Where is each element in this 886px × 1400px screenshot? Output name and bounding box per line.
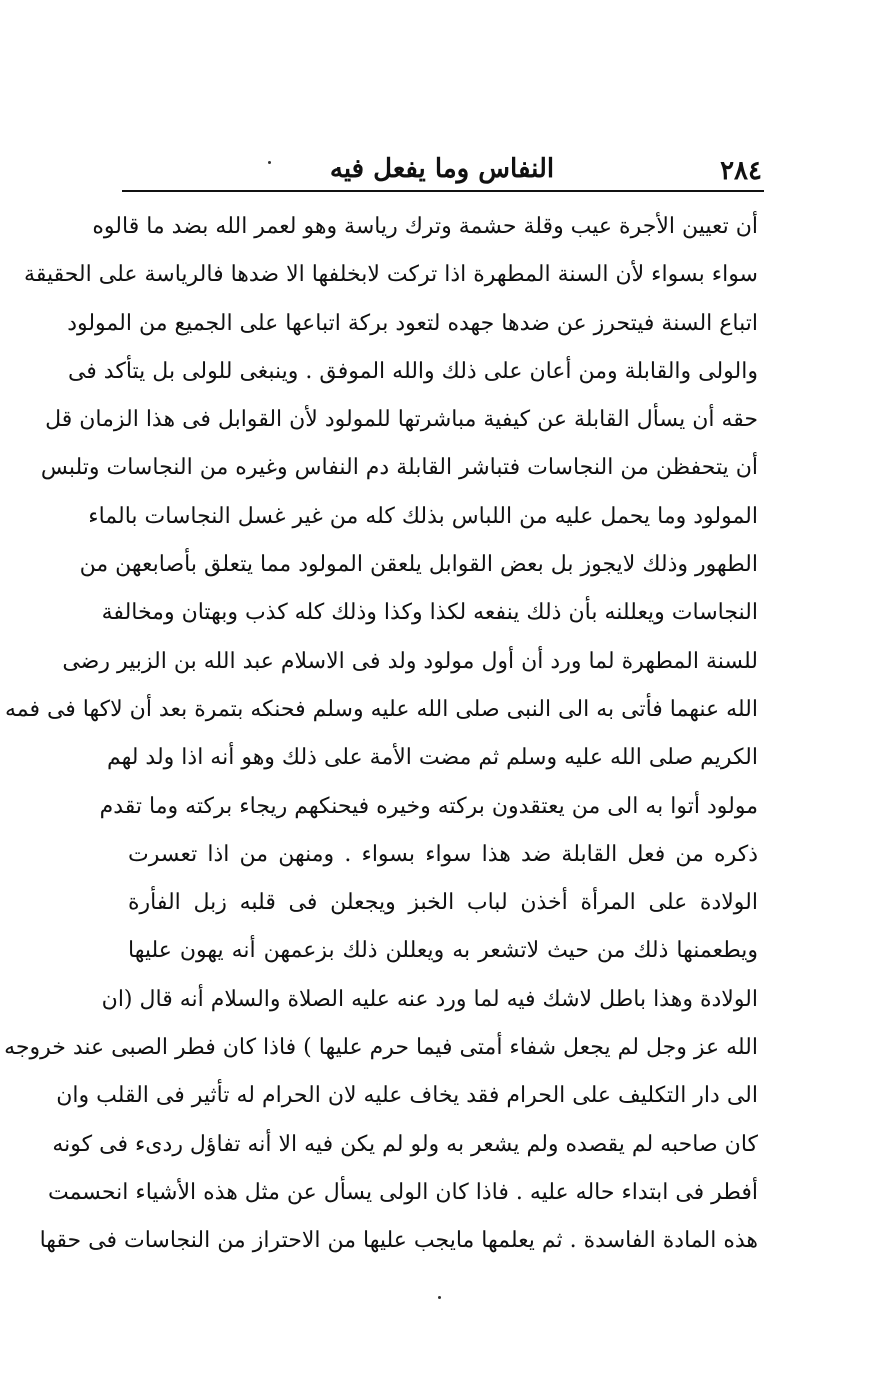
text-line-6: أن يتحفظن من النجاسات فتباشر القابلة دم النفاس وغيره من النجاسات وتلبس xyxy=(40,455,758,481)
text-line-1: أن تعيين الأجرة عيب وقلة حشمة وترك رياسة وهو لعمر الله بضد ما قالوه xyxy=(92,214,758,239)
text-line-17: الولادة وهذا باطل لاشك فيه لما ورد عنه عليه الصلاة والسلام أنه قال (ان xyxy=(101,986,758,1012)
body-text xyxy=(4,203,758,1266)
text-line-11: الله عنهما فأتى به الى النبى صلى الله عليه وسلم فحنكه بتمرة بعد أن لاكها فى فمه xyxy=(4,696,758,722)
text-line-9: النجاسات ويعللنه بأن ذلك ينفعه لكذا وكذا وذلك كله كذب وبهتان ومخالفة xyxy=(101,600,758,626)
page-number: ٢٨٤ xyxy=(720,156,762,186)
text-line-4: والولى والقابلة ومن أعان على ذلك والله الموفق . وينبغى للولى بل يتأكد فى xyxy=(67,358,758,384)
print-speck xyxy=(438,1296,441,1299)
text-line-22: هذه المادة الفاسدة . ثم يعلمها مايجب عليها من الاحتراز من النجاسات فى حقها xyxy=(39,1228,758,1254)
text-line-19: الى دار التكليف على الحرام فقد يخاف عليه لان الحرام له تأثير فى القلب وان xyxy=(56,1083,758,1109)
text-line-20: كان صاحبه لم يقصده ولم يشعر به ولو لم يكن فيه الا أنه تفاؤل ردىء فى كونه xyxy=(52,1131,758,1157)
text-line-5: حقه أن يسأل القابلة عن كيفية مباشرتها للمولود لأن القوابل فى هذا الزمان قل xyxy=(45,407,758,433)
text-line-8: الطهور وذلك لايجوز بل بعض القوابل يلعقن المولود مما يتعلق بأصابعهن من xyxy=(79,552,758,578)
text-line-3: اتباع السنة فيتحرز عن ضدها جهده لتعود بركة اتباعها على الجميع من المولود xyxy=(67,310,758,336)
text-line-21: أفطر فى ابتداء حاله عليه . فاذا كان الولى يسأل عن مثل هذه الأشياء انحسمت xyxy=(47,1179,758,1205)
header-rule xyxy=(122,190,764,192)
running-title: النفاس وما يفعل فيه xyxy=(329,154,555,184)
text-line-15: الولادة على المرأة أخذن لباب الخبز ويجعلن فى قلبه زبل الفأرة xyxy=(128,890,758,916)
text-line-7: المولود وما يحمل عليه من اللباس بذلك كله من غير غسل النجاسات بالماء xyxy=(88,503,758,529)
page-header xyxy=(122,150,762,190)
text-line-14: ذكره من فعل القابلة ضد هذا سواء بسواء . ومنهن من اذا تعسرت xyxy=(128,841,758,867)
text-line-18: الله عز وجل لم يجعل شفاء أمتى فيما حرم عليها ) فاذا كان فطر الصبى عند خروجه xyxy=(4,1035,758,1061)
text-line-10: للسنة المطهرة لما ورد أن أول مولود ولد فى الاسلام عبد الله بن الزبير رضى xyxy=(62,648,758,674)
text-line-2: سواء بسواء لأن السنة المطهرة اذا تركت لابخلفها الا ضدها فالرياسة على الحقيقة xyxy=(24,262,758,288)
text-line-12: الكريم صلى الله عليه وسلم ثم مضت الأمة على ذلك وهو أنه اذا ولد لهم xyxy=(106,745,758,771)
text-line-13: مولود أتوا به الى من يعتقدون بركته وخيره فيحنكهم ريجاء بركته وما تقدم xyxy=(99,793,758,819)
text-line-16: ويطعمنها ذلك من حيث لاتشعر به ويعللن ذلك بزعمهن أنه يهون عليها xyxy=(128,938,758,964)
